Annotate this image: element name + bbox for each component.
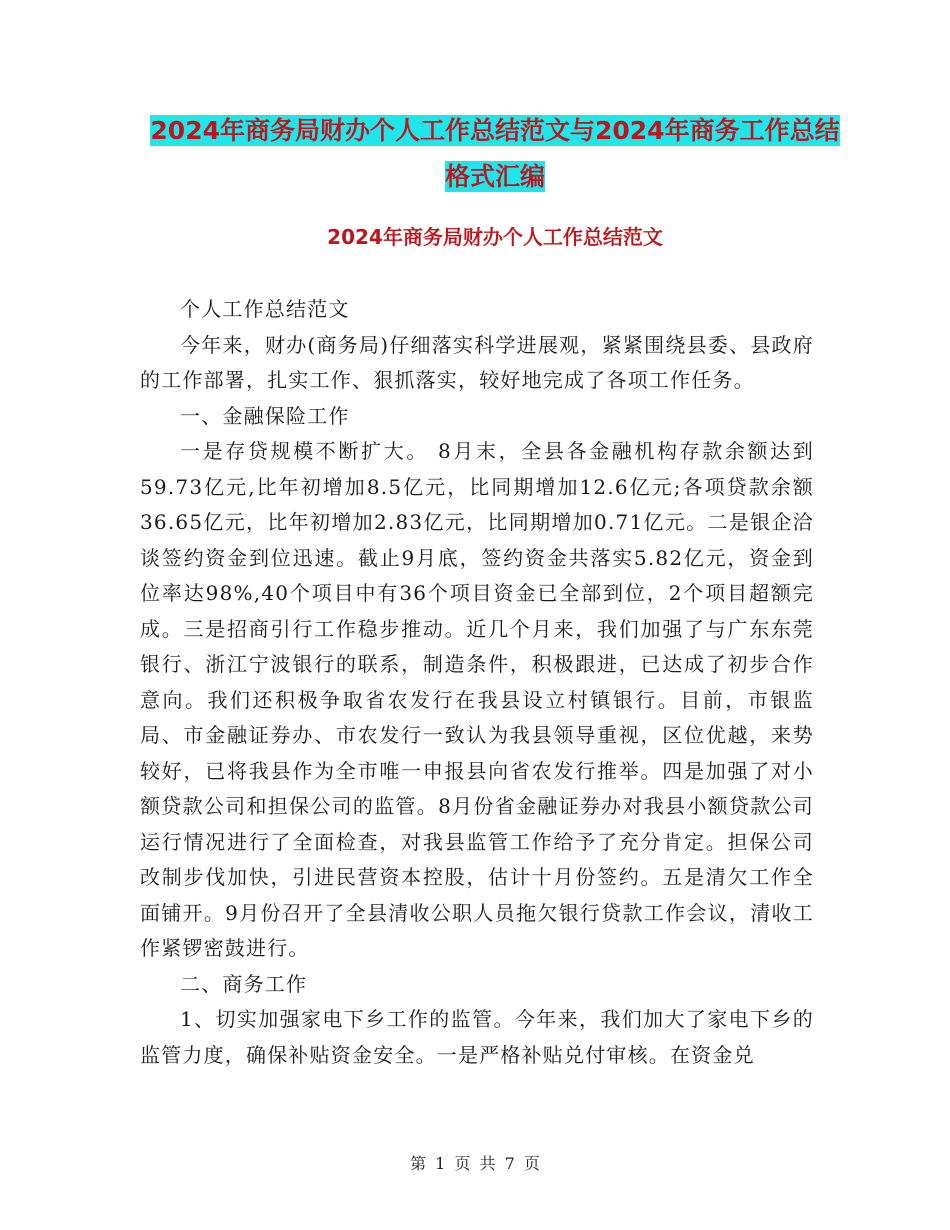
document-body [140, 292, 814, 1073]
heading-commerce: 二、商务工作 [180, 971, 308, 996]
document-title-text: 2024年商务局财办个人工作总结范文与2024年商务工作总结格式汇编 [150, 116, 840, 191]
paragraph-appliance-supervision: 1、切实加强家电下乡工作的监管。今年来，我们加大了家电下乡的监管力度，确保补贴资金安全。一是严格补贴兑付审核。在资金兑 [140, 1007, 814, 1067]
paragraph-intro: 今年来，财办(商务局)仔细落实科学进展观，紧紧围绕县委、县政府的工作部署，扎实工作、狠抓落实，较好地完成了各项工作任务。 [140, 332, 814, 392]
document-title [140, 108, 850, 200]
heading-finance-insurance: 一、金融保险工作 [180, 403, 350, 428]
page-footer: 第 1 页 共 7 页 [410, 1154, 540, 1173]
section-title: 2024年商务局财办个人工作总结范文 [327, 225, 663, 249]
paragraph-finance-details: 一是存贷规模不断扩大。 8月末，全县各金融机构存款余额达到59.73亿元,比年初增加8.5亿元，比同期增加12.6亿元;各项贷款余额36.65亿元，比年初增加2.83亿元，比同期增加0.71亿元。二是银企洽谈签约资金到位迅速。截止9月底，签约资金共落实5.82亿元，资金到位率达98%,40个项目中有36个项目资金已全部到位，2个项目超额完成。三是招商引行工作稳步推动。近几个月来，我们加强了与广东东莞银行、浙江宁波银行的联系，制造条件，积极跟进，已达成了初步合作意向。我们还积极争取省农发行在我县设立村镇银行。目前，市银监局、市金融证券办、市农发行一致认为我县领导重视，区位优越，来势较好，已将我县作为全市唯一申报县向省农发行推举。四是加强了对小额贷款公司和担保公司的监管。8月份省金融证券办对我县小额贷款公司运行情况进行了全面检查，对我县监管工作给予了充分肯定。担保公司改制步伐加快，引进民营资本控股，估计十月份签约。五是清欠工作全面铺开。9月份召开了全县清收公职人员拖欠银行贷款工作会议，清收工作紧锣密鼓进行。 [140, 439, 814, 960]
paragraph-subtitle: 个人工作总结范文 [180, 297, 350, 321]
